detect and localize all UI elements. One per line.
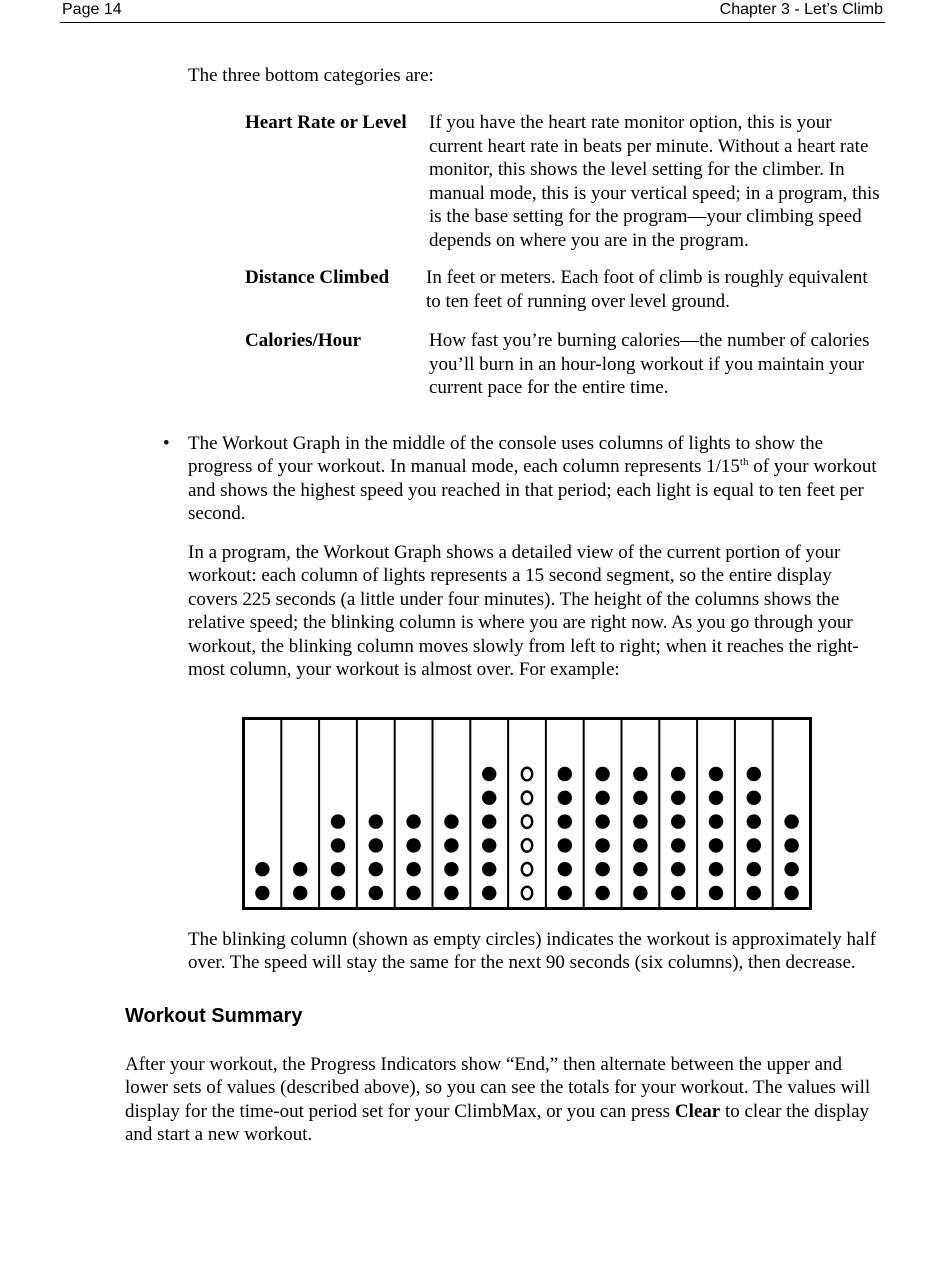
category-term: Calories/Hour	[245, 330, 362, 351]
lit-light	[595, 838, 609, 852]
lit-light	[406, 862, 420, 876]
blinking-light	[522, 768, 532, 781]
lit-light	[293, 862, 307, 876]
lit-light	[482, 814, 496, 828]
lit-light	[482, 886, 496, 900]
blinking-light	[522, 839, 532, 852]
lit-light	[595, 791, 609, 805]
figure-caption: The blinking column (shown as empty circles) indicates the workout is approximately half over. The speed will stay the same for the next 90 seconds (six columns), then decrease.	[188, 929, 877, 974]
lit-light	[595, 814, 609, 828]
category-heart-rate	[245, 111, 885, 253]
lit-light	[671, 862, 685, 876]
category-calories-hour	[245, 329, 885, 401]
lit-light	[595, 886, 609, 900]
lit-light	[482, 791, 496, 805]
lit-light	[558, 791, 572, 805]
section-heading: Workout Summary	[125, 1005, 303, 1027]
lit-light	[444, 838, 458, 852]
lit-light	[784, 814, 798, 828]
blinking-light	[522, 792, 532, 805]
lit-light	[747, 886, 761, 900]
workout-graph-figure	[242, 717, 812, 910]
lit-light	[709, 862, 723, 876]
lit-light	[331, 838, 345, 852]
lit-light	[671, 886, 685, 900]
category-term: Distance Climbed	[245, 267, 390, 288]
lit-light	[331, 886, 345, 900]
lit-light	[633, 814, 647, 828]
lit-light	[747, 767, 761, 781]
lit-light	[406, 814, 420, 828]
workout-summary-paragraph: After your workout, the Progress Indicators show “End,” then alternate between the upper and lower sets of values (described above), so you can see the totals for your workout. The values will display for the time-out period set for your ClimbMax, or you can press Clear to clear the display and start a new workout.	[125, 1054, 871, 1146]
lit-light	[369, 814, 383, 828]
category-description: In feet or meters. Each foot of climb is roughly equivalent to ten feet of running over level ground.	[426, 267, 868, 312]
lit-light	[331, 862, 345, 876]
lit-light	[331, 814, 345, 828]
lit-light	[369, 862, 383, 876]
lit-light	[709, 767, 723, 781]
lit-light	[709, 814, 723, 828]
lit-light	[784, 886, 798, 900]
lit-light	[747, 838, 761, 852]
lit-light	[747, 814, 761, 828]
lit-light	[633, 862, 647, 876]
lit-light	[747, 791, 761, 805]
clear-key-label: Clear	[674, 1100, 721, 1122]
page-number: Page 14	[62, 1, 122, 18]
lit-light	[671, 767, 685, 781]
category-term: Heart Rate or Level	[245, 112, 407, 133]
category-distance-climbed	[245, 266, 885, 314]
ordinal-superscript: th	[739, 456, 749, 469]
lit-light	[482, 838, 496, 852]
lit-light	[633, 886, 647, 900]
lit-light	[255, 862, 269, 876]
lit-light	[406, 838, 420, 852]
lit-light	[558, 814, 572, 828]
blinking-light	[522, 887, 532, 900]
bullet-marker: •	[163, 433, 170, 454]
lit-light	[293, 886, 307, 900]
category-description: How fast you’re burning calories—the number of calories you’ll burn in an hour-long workout if you maintain your current pace for the entire time.	[429, 330, 870, 398]
category-description: If you have the heart rate monitor option, this is your current heart rate in beats per minute. Without a heart rate monitor, this shows the level setting for the climber. In manual mode, this is your vertical speed; in a program, this is the base setting for the program—your climbing speed depends on where you are in the program.	[429, 112, 880, 251]
lit-light	[747, 862, 761, 876]
intro-text: The three bottom categories are:	[188, 65, 434, 86]
lit-light	[595, 767, 609, 781]
lit-light	[558, 862, 572, 876]
lit-light	[444, 814, 458, 828]
lit-light	[633, 838, 647, 852]
lit-light	[633, 791, 647, 805]
lit-light	[255, 886, 269, 900]
lit-light	[709, 791, 723, 805]
lit-light	[444, 862, 458, 876]
lit-light	[709, 838, 723, 852]
lit-light	[558, 886, 572, 900]
lit-light	[482, 862, 496, 876]
lit-light	[558, 767, 572, 781]
lit-light	[784, 862, 798, 876]
workout-graph-bullet-text: The Workout Graph in the middle of the console uses columns of lights to show the progress of your workout. In manual mode, each column represents 1/15th of your workout and shows the highest speed you reached in that period; each light is equal to ten feet per second.	[188, 433, 877, 525]
lit-light	[558, 838, 572, 852]
lit-light	[671, 814, 685, 828]
lit-light	[633, 767, 647, 781]
lit-light	[671, 791, 685, 805]
lit-light	[406, 886, 420, 900]
lit-light	[369, 838, 383, 852]
lit-light	[671, 838, 685, 852]
lit-light	[784, 838, 798, 852]
blinking-light	[522, 815, 532, 828]
lit-light	[482, 767, 496, 781]
running-header	[60, 0, 885, 23]
lit-light	[595, 862, 609, 876]
lit-light	[709, 886, 723, 900]
program-paragraph: In a program, the Workout Graph shows a detailed view of the current portion of your workout: each column of lights represents a 15 second segment, so the entire display covers 225 seconds (a little under four minutes). The height of the columns shows the relative speed; the blinking column is where you are right now. As you go through your workout, the blinking column moves slowly from left to right; when it reaches the right-most column, your workout is almost over. For example:	[188, 542, 859, 681]
lit-light	[369, 886, 383, 900]
lit-light	[444, 886, 458, 900]
chapter-title: Chapter 3 - Let’s Climb	[719, 1, 883, 18]
graph-frame	[244, 719, 811, 909]
blinking-light	[522, 863, 532, 876]
